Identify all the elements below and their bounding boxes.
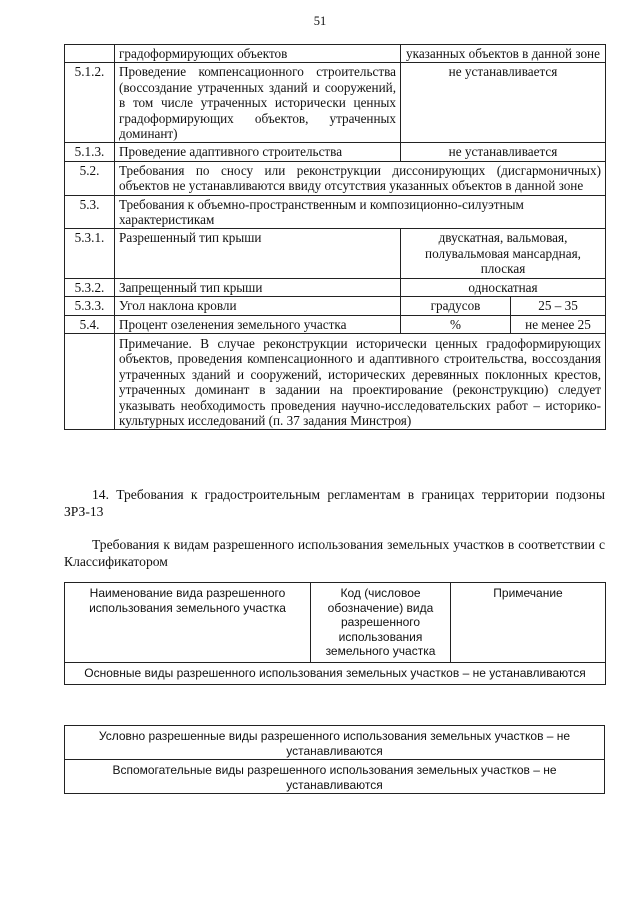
header-note: Примечание [451, 583, 606, 663]
row-number: 5.1.3. [65, 143, 115, 161]
requirement-value: указанных объектов в данной зоне [401, 45, 606, 63]
table-row [65, 297, 606, 315]
row-number [65, 45, 115, 63]
requirement-text: Требования к объемно-пространственным и композиционно-силуэтным характеристикам [115, 195, 606, 229]
permitted-use-table [64, 582, 606, 685]
row-number: 5.3.1. [65, 229, 115, 278]
requirement-name: Разрешенный тип крыши [115, 229, 401, 278]
requirement-name: градоформирующих объектов [115, 45, 401, 63]
requirement-value: не менее 25 [511, 315, 606, 333]
requirement-value: не устанавливается [401, 143, 606, 161]
table-row [65, 229, 606, 278]
section-heading: 14. Требования к градостроительным регламентам в границах территории подзоны ЗРЗ-13 [64, 487, 605, 519]
conditional-types-row: Условно разрешенные виды разрешенного использования земельных участков – не устанавливаются [65, 726, 605, 760]
row-number: 5.3.3. [65, 297, 115, 315]
table-row [65, 195, 606, 229]
requirement-unit: % [401, 315, 511, 333]
zone-requirements-table [64, 44, 606, 430]
row-number: 5.1.2. [65, 63, 115, 143]
table-row [65, 143, 606, 161]
requirement-unit: градусов [401, 297, 511, 315]
table-row [65, 63, 606, 143]
subheading: Требования к видам разрешенного использования земельных участков в соответствии с Классификатором [64, 537, 605, 569]
page-number: 51 [313, 14, 327, 28]
row-number: 5.4. [65, 315, 115, 333]
table-row [65, 662, 606, 684]
table-row [65, 726, 605, 760]
table-row [65, 45, 606, 63]
table-note: Примечание. В случае реконструкции исторически ценных градоформирующих объектов, проведения компенсационного и адаптивного строительства, воссоздания утраченных зданий и сооружений, исторических деревянных поклонных крестов, утраченных доминант в задании на проектирование (реконструкцию) следует указывать необходимость проведения научно-исследовательских работ – историко-культурных исследований (п. 37 задания Минстроя) [115, 333, 606, 429]
header-use-code: Код (числовое обозначение) вида разрешенного использования земельного участка [311, 583, 451, 663]
requirement-name: Проведение адаптивного строительства [115, 143, 401, 161]
requirement-name: Процент озеленения земельного участка [115, 315, 401, 333]
row-number: 5.3. [65, 195, 115, 229]
requirement-name: Угол наклона кровли [115, 297, 401, 315]
header-use-name: Наименование вида разрешенного использования земельного участка [65, 583, 311, 663]
table-row [65, 315, 606, 333]
table-header-row [65, 583, 606, 663]
row-number: 5.3.2. [65, 278, 115, 296]
requirement-value: 25 – 35 [511, 297, 606, 315]
requirement-value: не устанавливается [401, 63, 606, 143]
requirement-name: Проведение компенсационного строительства (воссоздание утраченных зданий и сооружений, в том числе утраченных исторически ценных градоформирующих объектов, утраченных доминант) [115, 63, 401, 143]
table-row [65, 161, 606, 195]
requirement-name: Запрещенный тип крыши [115, 278, 401, 296]
main-types-row: Основные виды разрешенного использования земельных участков – не устанавливаются [65, 662, 606, 684]
requirement-value: односкатная [401, 278, 606, 296]
auxiliary-types-row: Вспомогательные виды разрешенного использования земельных участков – не устанавливаются [65, 760, 605, 794]
table-row [65, 278, 606, 296]
requirement-text: Требования по сносу или реконструкции диссонирующих (дисгармоничных) объектов не устанавливаются ввиду отсутствия указанных объектов в данной зоне [115, 161, 606, 195]
row-number [65, 333, 115, 429]
row-number: 5.2. [65, 161, 115, 195]
table-row [65, 760, 605, 794]
table-row [65, 333, 606, 429]
conditional-use-table [64, 725, 605, 794]
requirement-value: двускатная, вальмовая, полувальмовая мансардная, плоская [401, 229, 606, 278]
